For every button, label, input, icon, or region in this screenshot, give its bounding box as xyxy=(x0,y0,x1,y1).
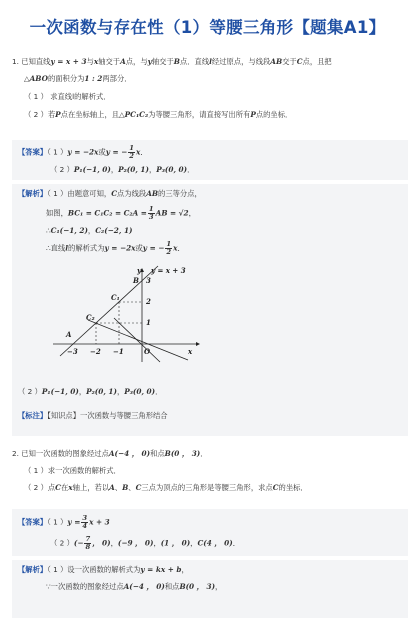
denominator: 3 xyxy=(148,213,154,221)
math: C₂(−2, 1) xyxy=(95,226,133,235)
math: (1 ， 0) xyxy=(160,538,191,548)
denominator: 8 xyxy=(85,543,91,551)
numerator: 1 xyxy=(166,240,172,248)
math: x xyxy=(68,483,73,492)
math: y = xyxy=(67,517,81,527)
math: C xyxy=(135,483,142,492)
text: 的三等分点， xyxy=(158,189,202,198)
x-axis-arrow xyxy=(196,342,200,346)
text: ， xyxy=(87,226,96,235)
math: B xyxy=(122,483,129,492)
analysis-line-1 xyxy=(18,565,189,575)
tick-x-minus-2: −2 xyxy=(90,347,101,356)
math: B xyxy=(173,57,180,66)
math: y xyxy=(147,57,152,66)
math: AB = √2 xyxy=(155,208,189,218)
text: 、 xyxy=(114,483,123,492)
text: ， xyxy=(215,582,223,591)
problem-1-question-2 xyxy=(24,110,292,120)
text: ． xyxy=(200,449,208,458)
text: （ 2 ） xyxy=(50,538,74,548)
denominator: 2 xyxy=(129,152,134,160)
note-tag: 【标注】 xyxy=(18,411,48,420)
text: ． xyxy=(177,243,185,253)
text: ， xyxy=(188,208,196,218)
math: x + 3 xyxy=(89,517,110,527)
math: C₁(−1, 2) xyxy=(50,226,88,235)
numerator: 3 xyxy=(82,514,88,522)
text: （ 2 ）点 xyxy=(24,483,56,492)
math: x xyxy=(136,147,141,157)
text: 或 xyxy=(135,243,143,253)
math: ， 0) xyxy=(92,538,111,548)
text: （ 1 ） xyxy=(47,517,68,527)
tick-x-minus-3: −3 xyxy=(67,347,78,356)
text: 如图， xyxy=(46,208,68,218)
text: 的面积分为 xyxy=(47,74,85,83)
denominator: 2 xyxy=(166,248,172,256)
problem-2-stem xyxy=(12,449,208,459)
text: 点在坐标轴上，且 xyxy=(60,110,120,119)
text: 1. 已知直线 xyxy=(12,57,51,66)
tick-y-3: 3 xyxy=(146,276,151,285)
answer-line-1 xyxy=(18,515,110,530)
math: y = x + 3 xyxy=(50,57,87,66)
numerator: 7 xyxy=(85,535,91,543)
math: l xyxy=(209,57,212,66)
analysis-line-5 xyxy=(18,387,162,397)
text: 轴交于 xyxy=(98,57,121,66)
analysis-line-3 xyxy=(46,226,132,236)
label-b: B xyxy=(133,276,139,285)
analysis-tag: 【解析】 xyxy=(18,565,48,574)
analysis-line-2 xyxy=(46,206,196,221)
fraction xyxy=(165,241,172,256)
problem-2-question-2 xyxy=(24,483,308,493)
text: 和点 xyxy=(150,449,165,458)
text: ． xyxy=(187,165,195,174)
math: △ABO xyxy=(24,74,48,83)
text: ， xyxy=(153,538,161,548)
math: P₃(0, 0) xyxy=(124,387,156,396)
tick-y-1: 1 xyxy=(146,318,151,327)
answer-tag: 【答案】 xyxy=(18,147,48,157)
text: ， xyxy=(110,538,118,548)
problem-1-stem-line-2 xyxy=(24,74,132,84)
math: P₁(−1, 0) xyxy=(41,387,79,396)
text: 交于 xyxy=(282,57,297,66)
label-equation: y = x + 3 xyxy=(151,266,186,275)
math: y = −2x xyxy=(67,147,99,157)
math: x xyxy=(173,243,178,253)
math: l xyxy=(65,243,69,253)
text: （ 2 ）若 xyxy=(24,110,56,119)
text: 点．直线 xyxy=(179,57,210,66)
answer-line-2 xyxy=(50,536,240,551)
math: C(4 ， 0) xyxy=(197,538,233,548)
text: 三点为顶点的三角形是等腰三角形，求点 xyxy=(141,483,273,492)
problem-1-answer-box xyxy=(12,140,408,180)
text: ∵一次函数的图象经过点 xyxy=(46,582,124,591)
text: 和点 xyxy=(164,582,180,591)
math: C xyxy=(296,57,303,66)
fraction xyxy=(84,536,91,551)
math: C xyxy=(272,483,279,492)
text: ， xyxy=(110,165,119,174)
problem-2-question-1: （ 1 ）求一次函数的解析式． xyxy=(24,466,121,475)
math: y = − xyxy=(105,147,128,157)
math: C xyxy=(111,189,118,198)
text: ， xyxy=(78,387,87,396)
math: A(−4 ， 0) xyxy=(108,449,151,458)
text: ， xyxy=(181,565,189,574)
text: 在 xyxy=(60,483,69,492)
math: y = kx + b xyxy=(140,565,182,574)
problem-1-question-1: （ 1 ） 求直线l的解析式． xyxy=(24,92,111,101)
text: 或 xyxy=(98,147,106,157)
math: P xyxy=(55,110,61,119)
problem-1-analysis-box xyxy=(12,184,408,436)
text: 与 xyxy=(86,57,94,66)
text: （ 1 ）由题意可知， xyxy=(47,189,112,198)
label-c2: C₂ xyxy=(86,313,95,322)
text: 经过原点，与线段 xyxy=(211,57,271,66)
text: （ 1 ） xyxy=(47,147,68,157)
text: 的坐标． xyxy=(278,483,308,492)
text: ∴ xyxy=(46,226,51,235)
text: 为等腰三角形，请直接写出所有 xyxy=(148,110,251,119)
math: P₁(−1, 0) xyxy=(73,165,111,174)
math: x xyxy=(93,57,99,66)
line-l2 xyxy=(88,320,188,360)
math: B(0 ， 3) xyxy=(164,449,201,458)
analysis-line-4 xyxy=(46,241,185,256)
text: 点，且把 xyxy=(302,57,332,66)
label-x: x xyxy=(188,347,193,356)
analysis-tag: 【解析】 xyxy=(18,189,48,198)
text: 两部分． xyxy=(102,74,132,83)
coordinate-diagram xyxy=(48,264,208,364)
text: ． xyxy=(232,538,241,548)
fraction xyxy=(148,206,155,221)
tick-x-minus-1: −1 xyxy=(113,347,124,356)
text: 点的坐标． xyxy=(255,110,293,119)
text: 、 xyxy=(128,483,136,492)
math: BC₁ = C₁C₂ = C₂A = xyxy=(67,208,147,218)
answer-line-2 xyxy=(50,165,194,175)
math: y = −2x xyxy=(104,243,136,253)
text: 轴交于 xyxy=(151,57,174,66)
text: （ 2 ） xyxy=(50,165,74,174)
text: （ 1 ）设一次函数的解析式为 xyxy=(47,565,141,574)
numerator: 1 xyxy=(148,205,154,213)
math: y = − xyxy=(142,243,165,253)
text: 的解析式为 xyxy=(68,243,105,253)
math: 1 : 2 xyxy=(84,74,103,83)
analysis-line-1 xyxy=(18,189,202,199)
text: ， xyxy=(190,538,198,548)
text: ∴直线 xyxy=(46,243,66,253)
math: P₂(0, 1) xyxy=(118,165,149,174)
numerator: 1 xyxy=(129,144,134,152)
text: 点为线段 xyxy=(117,189,147,198)
answer-tag: 【答案】 xyxy=(18,517,48,527)
label-o: O xyxy=(144,347,151,356)
text: （ 2 ） xyxy=(18,387,42,396)
math: A xyxy=(120,57,126,66)
note-text: 【知识点】一次函数与等腰三角形结合 xyxy=(47,411,168,420)
math: P₃(0, 0) xyxy=(156,165,188,174)
text: 点，与 xyxy=(125,57,148,66)
text: ． xyxy=(155,387,163,396)
analysis-line-2 xyxy=(46,582,222,592)
tick-y-2: 2 xyxy=(146,297,151,306)
text: ． xyxy=(140,147,148,157)
text: 轴上，若以 xyxy=(72,483,110,492)
math: A(−4 ， 0) xyxy=(123,582,165,591)
text: ， xyxy=(116,387,125,396)
problem-2-analysis-box xyxy=(12,560,408,618)
text: 2. 已知一次函数的图象经过点 xyxy=(12,449,109,458)
problem-2-answer-box xyxy=(12,509,408,556)
math: △PC₁C₂ xyxy=(119,110,149,119)
math: C xyxy=(55,483,61,492)
math: P xyxy=(250,110,256,119)
label-a: A xyxy=(66,330,72,339)
math: (−9 ， 0) xyxy=(117,538,154,548)
math: AB xyxy=(270,57,283,66)
label-y: y xyxy=(137,266,142,275)
math: P₂(0, 1) xyxy=(86,387,117,396)
math: (− xyxy=(73,538,84,548)
denominator: 4 xyxy=(82,522,88,530)
problem-1-stem-line-1 xyxy=(12,57,332,67)
note-line xyxy=(18,411,168,421)
page-title: 一次函数与存在性（1）等腰三角形【题集A1】 xyxy=(29,18,386,37)
answer-line-1 xyxy=(18,145,148,160)
label-c1: C₁ xyxy=(111,293,120,302)
fraction xyxy=(81,515,88,530)
text: ， xyxy=(148,165,157,174)
math: B(0 ， 3) xyxy=(179,582,216,591)
math: AB xyxy=(146,189,159,198)
math: A xyxy=(109,483,115,492)
fraction xyxy=(128,145,135,160)
